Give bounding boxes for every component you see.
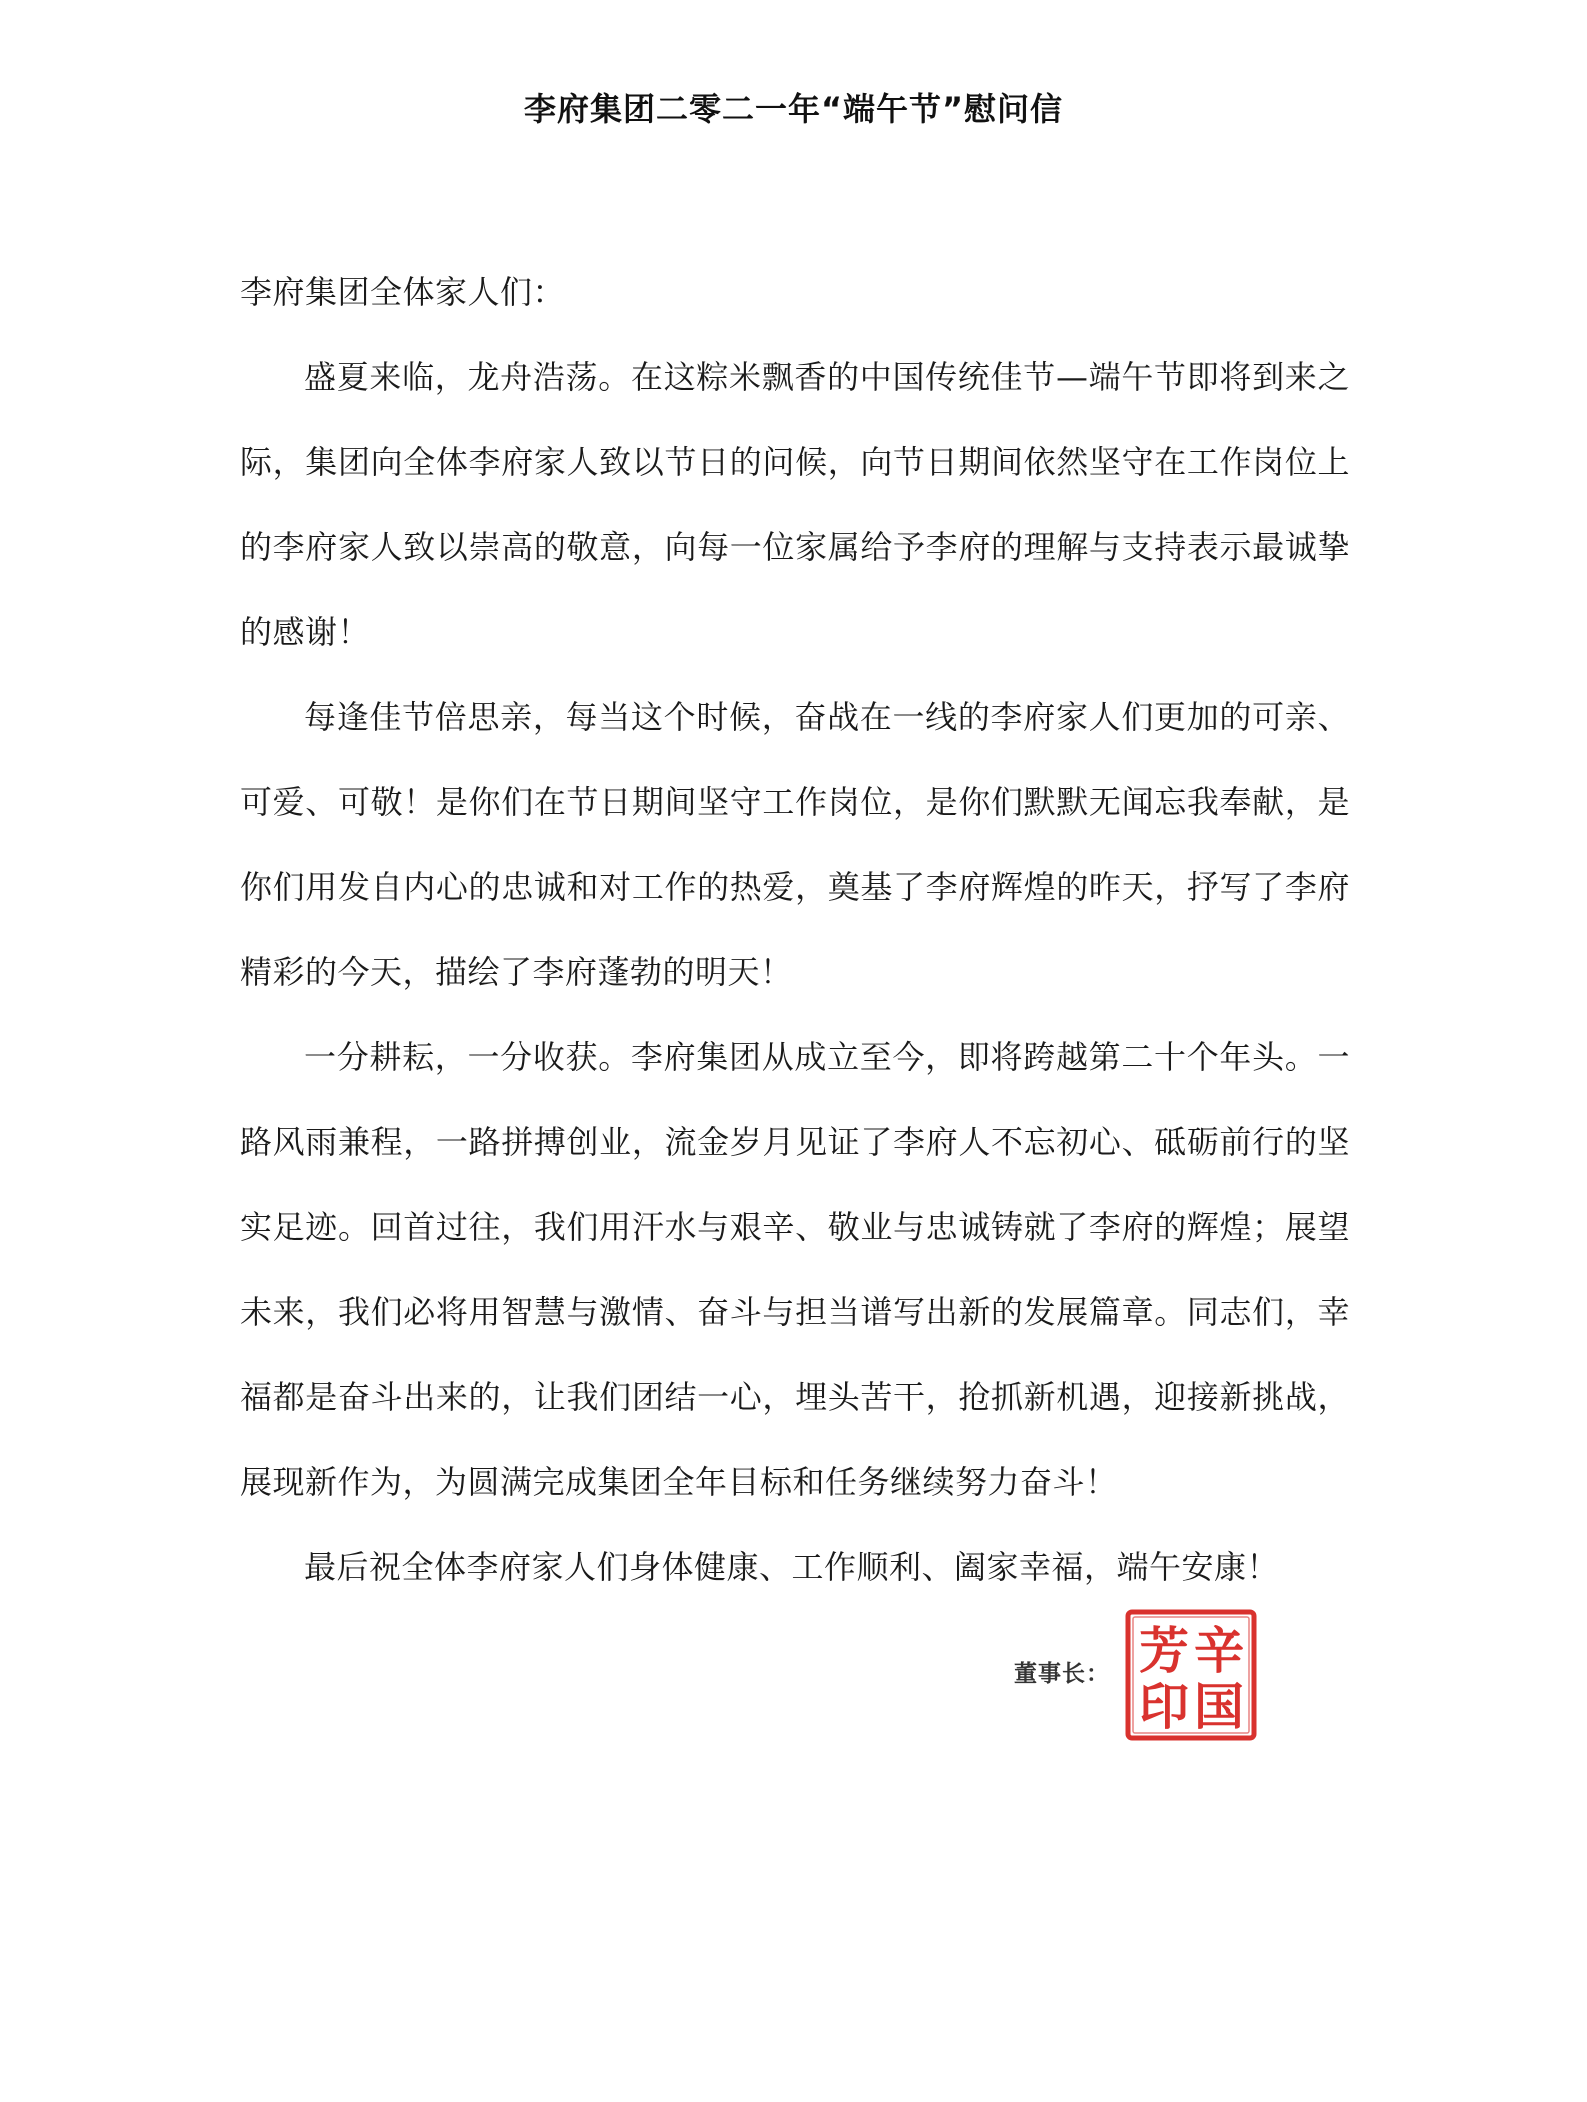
seal-char-guo: 国 xyxy=(1194,1677,1244,1736)
paragraph-history: 一分耕耘，一分收获。李府集团从成立至今，即将跨越第二十个年头。一路风雨兼程，一路拼搏创业，流金岁月见证了李府人不忘初心、砥砺前行的坚实足迹。回首过往，我们用汗水与艰辛、敬业与忠诚铸就了李府的辉煌；展望未来，我们必将用智慧与激情、奋斗与担当谱写出新的发展篇章。同志们，幸福都是奋斗出来的，让我们团结一心，埋头苦干，抢抓新机遇，迎接新挑战，展现新作为，为圆满完成集团全年目标和任务继续努力奋斗！ xyxy=(240,1038,1350,1501)
seal-char-yin: 印 xyxy=(1139,1677,1189,1736)
paragraph-closing-wish: 最后祝全体李府家人们身体健康、工作顺利、阖家幸福，端午安康！ xyxy=(304,1548,1280,1586)
chairman-seal-stamp xyxy=(1124,1608,1258,1742)
signature-label: 董事长： xyxy=(1014,1661,1110,1687)
paragraph-thanks: 每逢佳节倍思亲，每当这个时候，奋战在一线的李府家人们更加的可亲、可爱、可敬！是你们在节日期间坚守工作岗位，是你们默默无闻忘我奉献，是你们用发自内心的忠诚和对工作的热爱，奠基了李府辉煌的昨天，抒写了李府精彩的今天，描绘了李府蓬勃的明天！ xyxy=(240,698,1350,991)
salutation: 李府集团全体家人们： xyxy=(240,273,566,311)
paragraph-greeting: 盛夏来临，龙舟浩荡。在这粽米飘香的中国传统佳节—端午节即将到来之际，集团向全体李府家人致以节日的问候，向节日期间依然坚守在工作岗位上的李府家人致以崇高的敬意，向每一位家属给予李府的理解与支持表示最诚挚的感谢！ xyxy=(240,358,1350,651)
seal-char-xin: 辛 xyxy=(1194,1621,1244,1680)
seal-char-fang: 芳 xyxy=(1139,1621,1189,1680)
letter-title: 李府集团二零二一年“端午节”慰问信 xyxy=(523,90,1064,128)
letter-body xyxy=(240,250,1350,1610)
